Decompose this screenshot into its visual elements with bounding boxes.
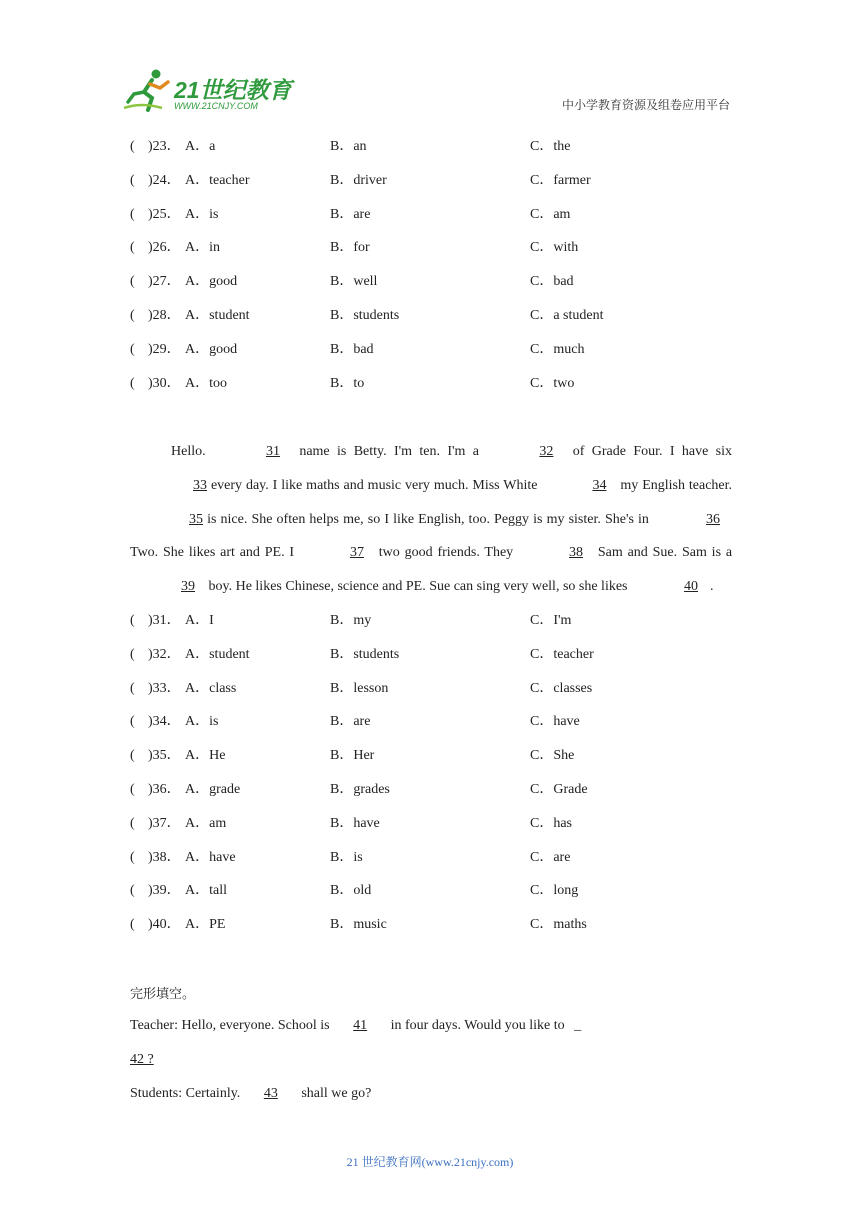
option-b: B．lesson bbox=[330, 680, 389, 696]
option-a: A．grade bbox=[185, 782, 241, 797]
running-figure-icon bbox=[122, 68, 174, 114]
option-b: B．are bbox=[330, 206, 371, 222]
option-c: C．farmer bbox=[530, 172, 591, 188]
dialogue-line-1: Teacher: Hello, everyone. School is 41 in four days. Would you like to _ bbox=[130, 1016, 581, 1036]
logo-text: 21世纪教育 bbox=[174, 77, 292, 103]
answer-paren[interactable]: ( bbox=[130, 139, 135, 154]
question-number: )35． bbox=[148, 748, 181, 764]
question-number: )32． bbox=[148, 646, 181, 662]
option-a: A．good bbox=[185, 274, 238, 290]
option-b: B．well bbox=[330, 274, 378, 290]
answer-paren[interactable]: ( bbox=[130, 613, 135, 628]
blank-39: 39 bbox=[181, 579, 195, 595]
option-b: B．grades bbox=[330, 782, 390, 797]
question-row bbox=[130, 848, 730, 868]
header-tagline: 中小学教育资源及组卷应用平台 bbox=[561, 98, 730, 112]
question-number: )40． bbox=[148, 917, 181, 933]
question-number: )33． bbox=[148, 680, 181, 696]
question-number: )30． bbox=[148, 375, 181, 391]
option-c: C．have bbox=[530, 714, 580, 730]
passage bbox=[130, 435, 732, 604]
answer-paren[interactable]: ( bbox=[130, 815, 135, 831]
answer-paren[interactable]: ( bbox=[130, 917, 135, 933]
blank-43: 43 bbox=[263, 1086, 278, 1101]
option-a: A．class bbox=[185, 680, 237, 696]
answer-paren[interactable]: ( bbox=[130, 680, 135, 696]
option-b: B．is bbox=[330, 849, 363, 865]
question-number: )27． bbox=[148, 274, 181, 290]
blank-42: 42 ? bbox=[130, 1052, 154, 1067]
option-c: C．teacher bbox=[530, 646, 594, 662]
dialogue-line-3: Students: Certainly. 43 shall we go? bbox=[130, 1084, 371, 1104]
option-c: C．two bbox=[530, 375, 575, 391]
blank-33: 33 bbox=[193, 477, 207, 493]
option-b: B．have bbox=[330, 815, 380, 831]
option-b: B．are bbox=[330, 714, 371, 730]
option-c: C．I'm bbox=[530, 613, 572, 628]
answer-paren[interactable]: ( bbox=[130, 341, 135, 357]
option-a: A．tall bbox=[185, 883, 227, 899]
option-c: C．long bbox=[530, 883, 579, 899]
option-a: A．student bbox=[185, 646, 250, 662]
option-a: A．is bbox=[185, 206, 219, 222]
question-row bbox=[130, 374, 730, 394]
question-number: )28． bbox=[148, 308, 181, 323]
question-row bbox=[130, 171, 730, 191]
answer-paren[interactable]: ( bbox=[130, 274, 135, 290]
option-a: A．I bbox=[185, 613, 214, 628]
option-a: A．He bbox=[185, 748, 226, 764]
option-c: C．with bbox=[530, 240, 579, 256]
option-b: B．students bbox=[330, 646, 400, 662]
question-number: )31． bbox=[148, 613, 181, 628]
question-number: )36． bbox=[148, 782, 181, 797]
question-row bbox=[130, 272, 730, 292]
section-title: 完形填空。 bbox=[130, 987, 196, 1002]
question-row bbox=[130, 340, 730, 360]
dialogue-line-2 bbox=[130, 1050, 154, 1070]
option-b: B．music bbox=[330, 917, 387, 933]
answer-paren[interactable]: ( bbox=[130, 646, 135, 662]
question-row bbox=[130, 746, 730, 766]
question-number: )34． bbox=[148, 714, 181, 730]
answer-paren[interactable]: ( bbox=[130, 849, 135, 865]
question-number: )29． bbox=[148, 341, 181, 357]
blank-40: 40 bbox=[684, 579, 699, 595]
option-b: B．old bbox=[330, 883, 372, 899]
option-c: C．classes bbox=[530, 680, 593, 696]
option-b: B．students bbox=[330, 308, 400, 323]
option-c: C．much bbox=[530, 341, 585, 357]
option-a: A．student bbox=[185, 308, 250, 323]
question-row bbox=[130, 645, 730, 665]
option-c: C．maths bbox=[530, 917, 587, 933]
question-row bbox=[130, 205, 730, 225]
question-row bbox=[130, 881, 730, 901]
option-c: C．a student bbox=[530, 308, 604, 323]
page-header bbox=[0, 0, 860, 130]
question-row bbox=[130, 238, 730, 258]
question-row bbox=[130, 306, 730, 326]
blank-35: 35 bbox=[189, 511, 203, 527]
question-number: )38． bbox=[148, 849, 181, 865]
question-number: )26． bbox=[148, 240, 181, 256]
question-number: )39． bbox=[148, 883, 181, 899]
option-a: A．teacher bbox=[185, 172, 250, 188]
question-row bbox=[130, 137, 730, 157]
option-b: B．bad bbox=[330, 341, 374, 357]
answer-paren[interactable]: ( bbox=[130, 308, 135, 323]
blank-37: 37 bbox=[349, 545, 364, 561]
blank-38: 38 bbox=[569, 545, 584, 561]
answer-paren[interactable]: ( bbox=[130, 172, 135, 188]
question-row bbox=[130, 814, 730, 834]
answer-paren[interactable]: ( bbox=[130, 375, 135, 391]
blank-36: 36 bbox=[706, 511, 721, 527]
answer-paren[interactable]: ( bbox=[130, 883, 135, 899]
option-b: B．Her bbox=[330, 748, 375, 764]
question-number: )25． bbox=[148, 206, 181, 222]
option-b: B．for bbox=[330, 240, 370, 256]
option-c: C．has bbox=[530, 815, 572, 831]
option-c: C．am bbox=[530, 206, 571, 222]
option-b: B．driver bbox=[330, 172, 387, 188]
logo-url: WWW.21CNJY.COM bbox=[174, 101, 258, 111]
blank-32: 32 bbox=[539, 444, 554, 459]
option-b: B．my bbox=[330, 613, 372, 628]
answer-paren[interactable]: ( bbox=[130, 714, 135, 730]
option-b: B．to bbox=[330, 375, 365, 391]
option-b: B．an bbox=[330, 139, 367, 154]
answer-paren[interactable]: ( bbox=[130, 240, 135, 256]
option-c: C．the bbox=[530, 139, 571, 154]
option-a: A．good bbox=[185, 341, 238, 357]
logo bbox=[122, 68, 292, 114]
answer-paren[interactable]: ( bbox=[130, 782, 135, 797]
option-a: A．too bbox=[185, 375, 227, 391]
answer-paren[interactable]: ( bbox=[130, 206, 135, 222]
question-row bbox=[130, 679, 730, 699]
option-c: C．She bbox=[530, 748, 575, 764]
blank-34: 34 bbox=[592, 477, 607, 493]
blank-41: 41 bbox=[353, 1018, 368, 1033]
question-number: )23． bbox=[148, 139, 181, 154]
option-a: A．a bbox=[185, 139, 216, 154]
option-c: C．are bbox=[530, 849, 571, 865]
option-c: C．Grade bbox=[530, 782, 588, 797]
option-c: C．bad bbox=[530, 274, 574, 290]
blank-31: 31 bbox=[265, 444, 280, 459]
question-number: )24． bbox=[148, 172, 181, 188]
option-a: A．in bbox=[185, 240, 220, 256]
question-row bbox=[130, 915, 730, 935]
question-row bbox=[130, 611, 730, 631]
question-row bbox=[130, 712, 730, 732]
passage-paragraph: Hello. 31 name is Betty. I'm ten. I'm a 32 of Grade Four. I have six 33 every day. I like maths and music very much. Miss White 34 my English teacher. 35 is nice. She often helps me, so I like English, too. Peggy is my sister. She's in 36 Two. She likes art and PE. I 37 two good friends. They 38 Sam and Sue. Sam is a 39 boy. He likes Chinese, science and PE. Sue can sing very well, so she likes 40 . bbox=[130, 435, 732, 604]
answer-paren[interactable]: ( bbox=[130, 748, 135, 764]
option-a: A．am bbox=[185, 815, 227, 831]
page-footer: 21 世纪教育网(www.21cnjy.com) bbox=[346, 1155, 514, 1169]
question-number: )37． bbox=[148, 815, 181, 831]
option-a: A．have bbox=[185, 849, 236, 865]
option-a: A．is bbox=[185, 714, 219, 730]
question-row bbox=[130, 780, 730, 800]
option-a: A．PE bbox=[185, 917, 226, 933]
